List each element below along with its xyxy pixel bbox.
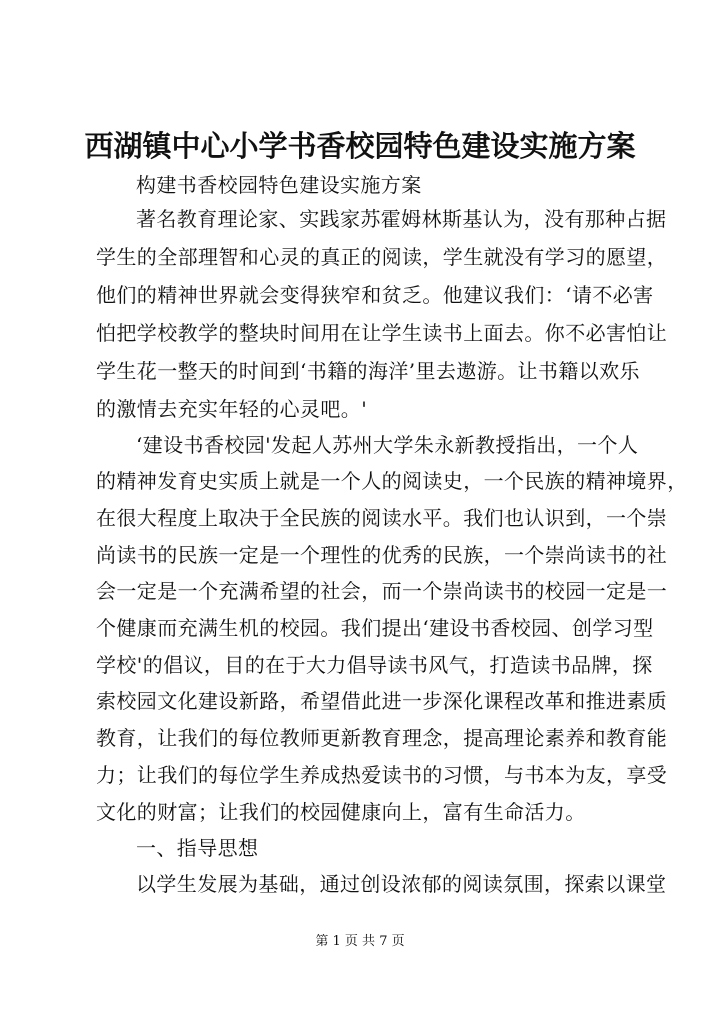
document-title: 西湖镇中心小学书香校园特色建设实施方案 — [84, 129, 636, 163]
section-heading: 一、指导思想 — [136, 836, 259, 860]
paragraph-line: 的精神发育史实质上就是一个人的阅读史，一个民族的精神境界， — [96, 469, 688, 493]
paragraph-line: 会一定是一个充满希望的社会，而一个崇尚读书的校园一定是一 — [96, 579, 668, 603]
paragraph-line: 教育，让我们的每位教师更新教育理念，提高理论素养和教育能 — [96, 726, 668, 750]
paragraph-line: 他们的精神世界就会变得狭窄和贫乏。他建议我们：‘请不必害 — [96, 283, 654, 307]
paragraph-line: 的激情去充实年轻的心灵吧。' — [96, 397, 368, 421]
paragraph-line: 学生花一整天的时间到‘书籍的海洋’里去遨游。让书籍以欢乐 — [96, 359, 640, 383]
paragraph-line: 在很大程度上取决于全民族的阅读水平。我们也认识到，一个崇 — [96, 506, 668, 530]
paragraph-line: 尚读书的民族一定是一个理性的优秀的民族，一个崇尚读书的社 — [96, 543, 668, 567]
paragraph-line: 著名教育理论家、实践家苏霍姆林斯基认为，没有那种占据 — [136, 207, 667, 231]
paragraph-line: 学校'的倡议，目的在于大力倡导读书风气，打造读书品牌，探 — [96, 653, 653, 677]
paragraph-line: 个健康而充满生机的校园。我们提出‘建设书香校园、创学习型 — [96, 616, 654, 640]
paragraph-line: 学生的全部理智和心灵的真正的阅读，学生就没有学习的愿望， — [96, 245, 668, 269]
paragraph-line: 索校园文化建设新路，希望借此进一步深化课程改革和推进素质 — [96, 689, 668, 713]
paragraph-line: 怕把学校教学的整块时间用在让学生读书上面去。你不必害怕让 — [96, 321, 668, 345]
paragraph-line: 以学生发展为基础，通过创设浓郁的阅读氛围，探索以课堂 — [136, 872, 667, 896]
paragraph-line: 力；让我们的每位学生养成热爱读书的习惯，与书本为友，享受 — [96, 763, 668, 787]
paragraph-line: ‘建设书香校园'发起人苏州大学朱永新教授指出，一个人 — [136, 433, 639, 457]
paragraph-line: 文化的财富；让我们的校园健康向上，富有生命活力。 — [96, 800, 586, 824]
page-footer: 第 1 页 共 7 页 — [315, 934, 405, 949]
subtitle-line: 构建书香校园特色建设实施方案 — [136, 173, 422, 197]
